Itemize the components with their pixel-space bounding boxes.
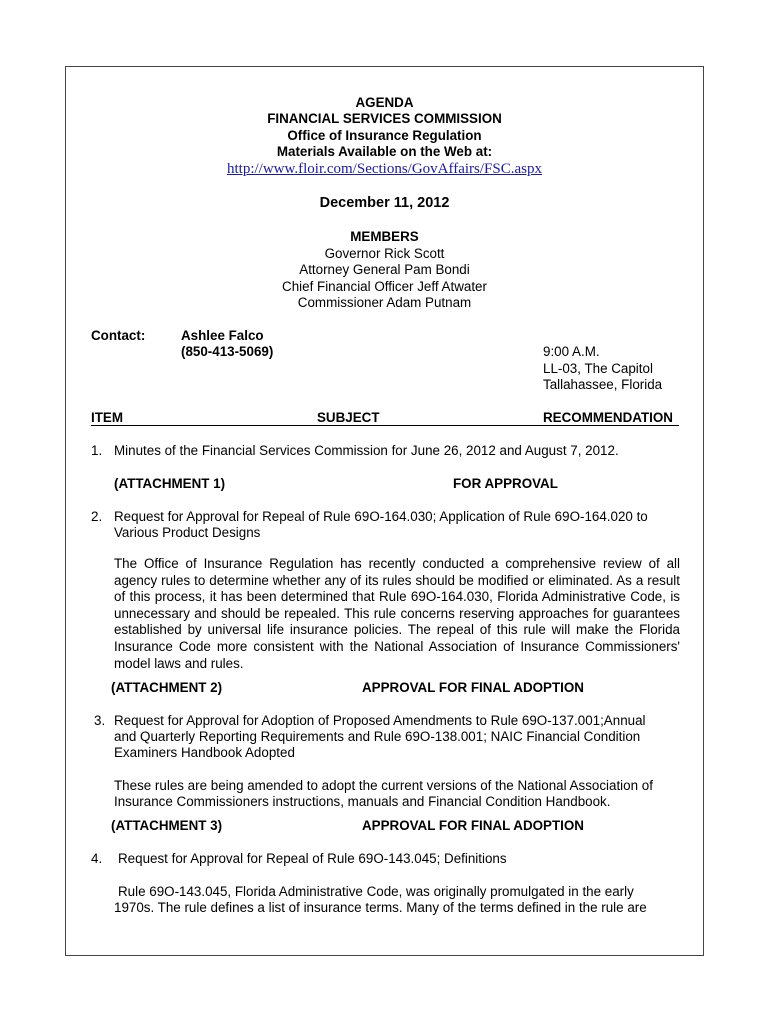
- office-name: Office of Insurance Regulation: [287, 128, 482, 143]
- item-title: Various Product Designs: [114, 525, 261, 540]
- item-description: These rules are being amended to adopt the current versions of the National Association of: [114, 778, 653, 793]
- item-attachment: (ATTACHMENT 3): [111, 818, 223, 833]
- contact-name: Ashlee Falco: [181, 328, 264, 343]
- item-number: 1.: [91, 443, 103, 458]
- item-title: Request for Approval for Adoption of Proposed Amendments to Rule 69O-137.001;Annual: [114, 713, 646, 728]
- commission-name: FINANCIAL SERVICES COMMISSION: [267, 111, 502, 126]
- column-recommendation: RECOMMENDATION: [543, 410, 673, 425]
- item-description: The Office of Insurance Regulation has recently conducted a comprehensive review of all agency rules to determine whether any of its rules should be modified or eliminated. As a result of this process, it has been determined that Rule 69O-164.030, Florida Administrative Code, is unnecessary and should be repealed. This rule concerns reserving approaches for guarantees established by universal life insurance policies. The repeal of this rule will make the Florida Insurance Code more consistent with the National Association of Insurance Commissioners' model laws and rules.: [114, 556, 680, 671]
- materials-link[interactable]: http://www.floir.com/Sections/GovAffairs/FSC.aspx: [227, 161, 542, 177]
- contact-label: Contact:: [91, 328, 146, 343]
- meeting-time: 9:00 A.M.: [543, 344, 600, 359]
- contact-phone: (850-413-5069): [181, 344, 274, 359]
- item-description: Insurance Commissioners instructions, manuals and Financial Condition Handbook.: [114, 794, 611, 809]
- item-title: Examiners Handbook Adopted: [114, 745, 295, 760]
- item-description: 1970s. The rule defines a list of insurance terms. Many of the terms defined in the rule are: [114, 900, 647, 915]
- member-name: Attorney General Pam Bondi: [299, 262, 470, 277]
- item-description: Rule 69O-143.045, Florida Administrative Code, was originally promulgated in the early: [118, 884, 634, 899]
- item-title: Minutes of the Financial Services Commission for June 26, 2012 and August 7, 2012.: [114, 443, 619, 458]
- meeting-room: LL-03, The Capitol: [543, 361, 653, 376]
- item-title: Request for Approval for Repeal of Rule 69O-143.045; Definitions: [118, 851, 507, 866]
- member-name: Chief Financial Officer Jeff Atwater: [282, 279, 487, 294]
- item-attachment: (ATTACHMENT 2): [111, 680, 223, 695]
- item-number: 2.: [91, 509, 103, 524]
- column-heading-row: [91, 409, 679, 426]
- item-attachment: (ATTACHMENT 1): [114, 476, 226, 491]
- members-heading: MEMBERS: [350, 229, 419, 244]
- materials-note: Materials Available on the Web at:: [276, 144, 493, 159]
- materials-link-row: [65, 160, 704, 178]
- item-recommendation: APPROVAL FOR FINAL ADOPTION: [362, 818, 584, 833]
- item-title: and Quarterly Reporting Requirements and Rule 69O-138.001; NAIC Financial Condition: [114, 729, 641, 744]
- item-number: 3.: [94, 713, 106, 728]
- member-name: Governor Rick Scott: [324, 246, 445, 261]
- agenda-heading: AGENDA: [355, 95, 414, 110]
- item-number: 4.: [91, 851, 103, 866]
- member-name: Commissioner Adam Putnam: [297, 295, 472, 310]
- meeting-city: Tallahassee, Florida: [543, 377, 663, 392]
- column-subject: SUBJECT: [317, 410, 380, 425]
- item-recommendation: FOR APPROVAL: [453, 476, 558, 491]
- meeting-date: December 11, 2012: [319, 195, 450, 211]
- column-item: ITEM: [91, 410, 123, 425]
- item-title: Request for Approval for Repeal of Rule 69O-164.030; Application of Rule 69O-164.020 to: [114, 509, 648, 524]
- item-recommendation: APPROVAL FOR FINAL ADOPTION: [362, 680, 584, 695]
